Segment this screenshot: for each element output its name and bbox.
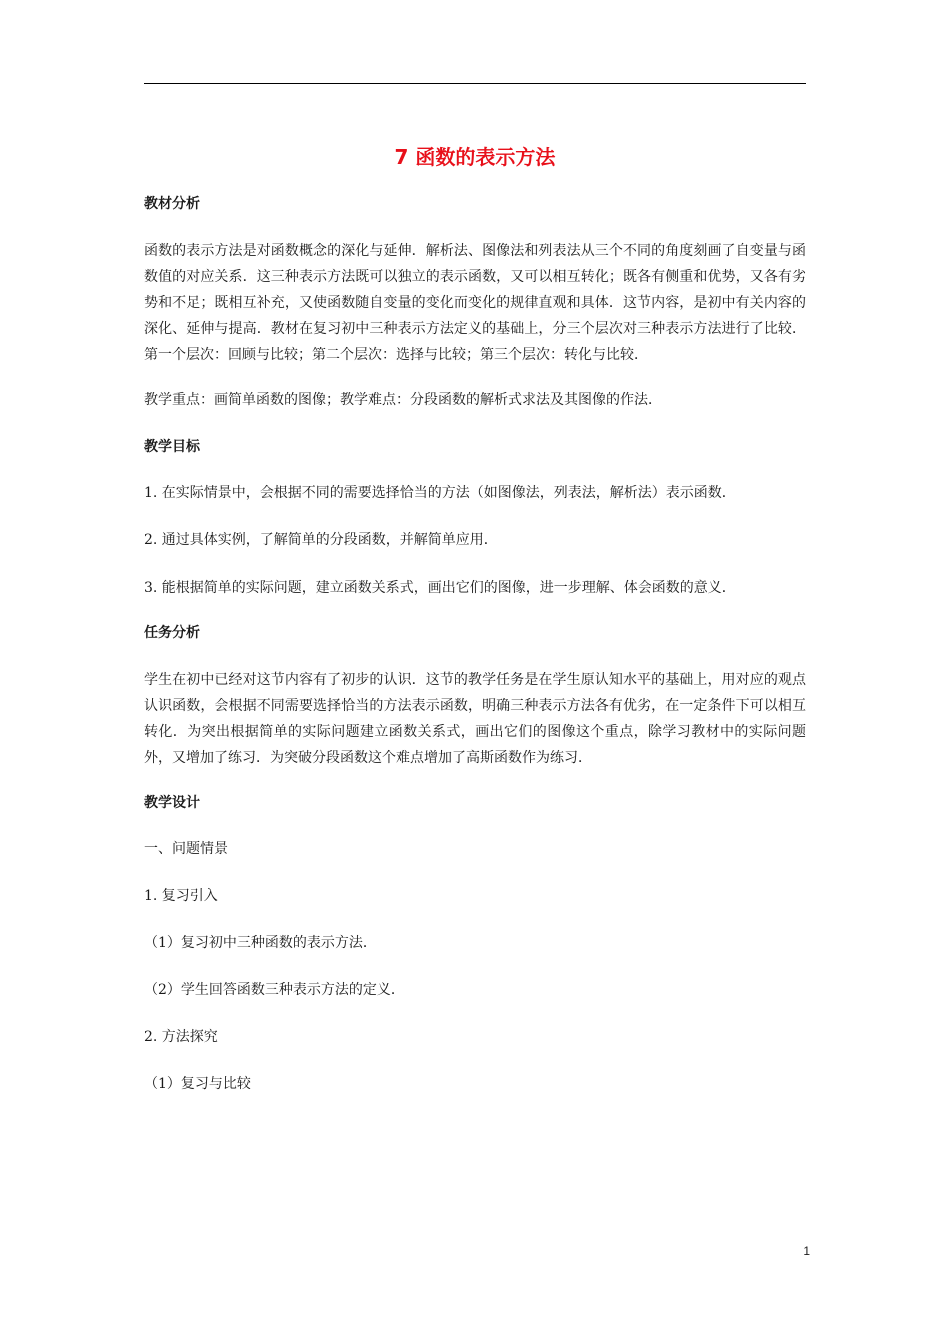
section-teaching-goals [144,435,806,601]
paragraph: 1. 在实际情景中，会根据不同的需要选择恰当的方法（如图像法，列表法，解析法）表示函数． [144,485,736,501]
section-teaching-design [144,791,806,1096]
paragraph: 学生在初中已经对这节内容有了初步的认识．这节的教学任务是在学生原认知水平的基础上，用对应的观点认识函数，会根据不同需要选择恰当的方法表示函数，明确三种表示方法各有优劣，在一定条件下可以相互转化．为突出根据简单的实际问题建立函数关系式，画出它们的图像这个重点，除学习教材中的实际问题外，又增加了练习．为突破分段函数这个难点增加了高斯函数作为练习． [144,672,806,766]
paragraph: （2）学生回答函数三种表示方法的定义． [144,982,405,998]
paragraph: （1）复习初中三种函数的表示方法． [144,935,377,951]
section-textbook-analysis [144,192,806,412]
paragraph: 1. 复习引入 [144,888,218,904]
paragraph: 2. 方法探究 [144,1029,218,1045]
paragraph: 2. 通过具体实例，了解简单的分段函数，并解简单应用． [144,532,498,548]
section-heading: 教学设计 [144,795,200,811]
paragraph: （1）复习与比较 [144,1076,251,1092]
paragraph: 一、问题情景 [144,841,228,857]
page-number: 1 [803,1244,810,1258]
paragraph: 3. 能根据简单的实际问题，建立函数关系式，画出它们的图像，进一步理解、体会函数的意义． [144,580,736,596]
section-heading: 教材分析 [144,196,200,212]
section-heading: 任务分析 [144,625,200,641]
section-task-analysis [144,621,806,771]
section-heading: 教学目标 [144,439,200,455]
header-rule [144,83,806,84]
page-content [144,140,806,1119]
paragraph: 函数的表示方法是对函数概念的深化与延伸．解析法、图像法和列表法从三个不同的角度刻画了自变量与函数值的对应关系．这三种表示方法既可以独立的表示函数，又可以相互转化；既各有侧重和优势，又各有劣势和不足；既相互补充，又使函数随自变量的变化而变化的规律直观和具体．这节内容，是初中有关内容的深化、延伸与提高．教材在复习初中三种表示方法定义的基础上，分三个层次对三种表示方法进行了比较．第一个层次：回顾与比较；第二个层次：选择与比较；第三个层次：转化与比较． [144,243,806,363]
paragraph: 教学重点：画简单函数的图像；教学难点：分段函数的解析式求法及其图像的作法． [144,392,662,408]
document-title: 7 函数的表示方法 [394,145,556,169]
